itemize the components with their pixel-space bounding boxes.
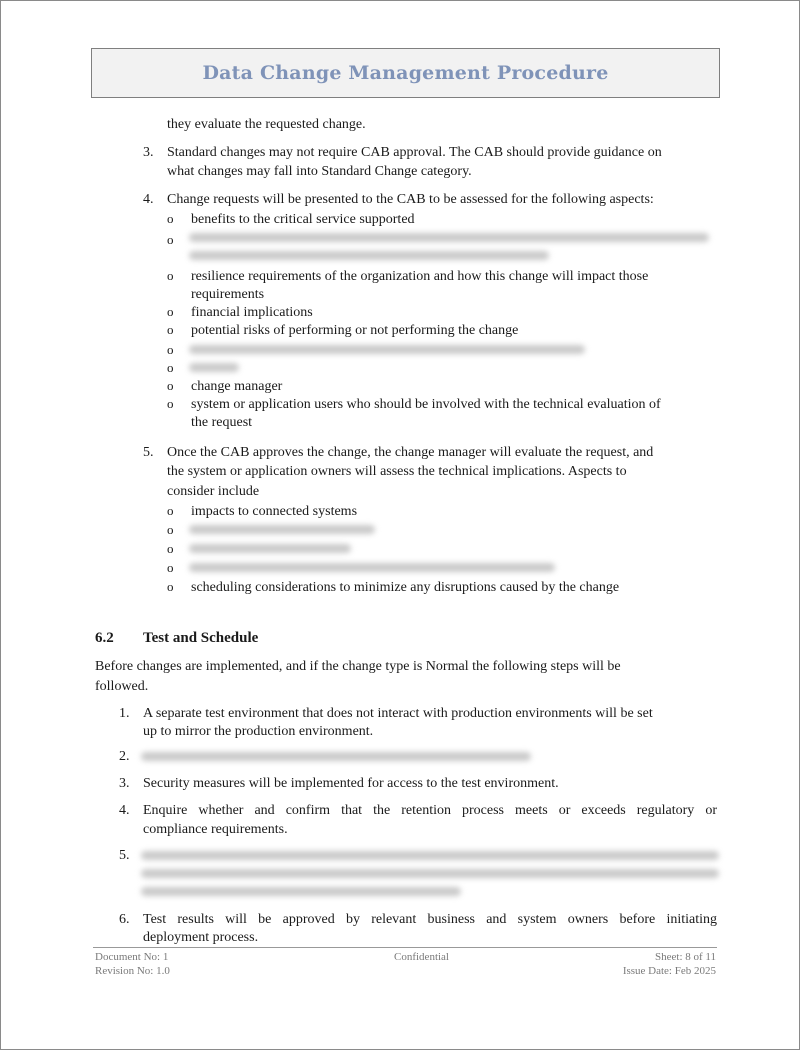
list-number: 6. — [119, 912, 130, 927]
bullet-text: resilience requirements of the organization and how this change will impact those — [191, 269, 649, 284]
intro-text: followed. — [95, 679, 149, 694]
list-item-text: A separate test environment that does not interact with production environments will be set — [143, 706, 653, 721]
redacted-text — [189, 544, 351, 553]
bullet-marker: o — [167, 211, 174, 226]
redacted-text — [141, 851, 719, 860]
footer-issue-date: Issue Date: Feb 2025 — [622, 965, 716, 977]
header-banner — [91, 48, 720, 98]
bullet-text: scheduling considerations to minimize any disruptions caused by the change — [191, 580, 620, 595]
list-item-text: Standard changes may not require CAB approval. The CAB should provide guidance on — [167, 145, 662, 160]
bullet-text: impacts to connected systems — [191, 504, 358, 519]
continuation-text: they evaluate the requested change. — [167, 117, 366, 132]
list-item-text: the system or application owners will assess the technical implications. Aspects to — [167, 464, 627, 479]
bullet-text: system or application users who should be involved with the technical evaluation of — [191, 397, 661, 412]
document-title: Data Change Management Procedure — [202, 62, 609, 84]
bullet-text: the request — [191, 415, 253, 430]
list-number: 4. — [119, 803, 130, 818]
bullet-text: benefits to the critical service supported — [191, 212, 415, 227]
list-item-text: Enquire whether and confirm that the retention process meets or exceeds regulatory or — [143, 803, 717, 818]
redacted-text — [141, 887, 461, 896]
footer-classification: Confidential — [394, 951, 449, 963]
list-item-text: up to mirror the production environment. — [143, 724, 374, 739]
section-number: 6.2 — [95, 630, 114, 646]
list-item-text: deployment process. — [143, 930, 259, 945]
bullet-marker: o — [167, 232, 174, 247]
section-title: Test and Schedule — [143, 630, 259, 646]
list-number: 3. — [119, 776, 130, 791]
list-item-text: Test results will be approved by relevant business and system owners before initiating — [143, 912, 717, 927]
list-number: 2. — [119, 749, 130, 764]
bullet-marker: o — [167, 541, 174, 556]
redacted-text — [189, 563, 555, 572]
list-item-text: consider include — [167, 484, 260, 499]
bullet-text: financial implications — [191, 305, 313, 320]
list-number: 1. — [119, 706, 130, 721]
redacted-text — [141, 869, 719, 878]
bullet-marker: o — [167, 304, 174, 319]
footer-document-no: Document No: 1 — [95, 951, 169, 963]
bullet-marker: o — [167, 378, 174, 393]
list-number: 5. — [119, 848, 130, 863]
bullet-text: potential risks of performing or not performing the change — [191, 323, 519, 338]
footer-revision-no: Revision No: 1.0 — [95, 965, 170, 977]
list-number: 4. — [143, 192, 154, 207]
redacted-text — [189, 345, 585, 354]
redacted-text — [189, 525, 375, 534]
bullet-text: change manager — [191, 379, 283, 394]
bullet-marker: o — [167, 396, 174, 411]
bullet-marker: o — [167, 522, 174, 537]
list-item-text: Change requests will be presented to the CAB to be assessed for the following aspects: — [167, 192, 654, 207]
redacted-text — [189, 251, 549, 260]
list-item-text: Security measures will be implemented for access to the test environment. — [143, 776, 559, 791]
footer-sheet: Sheet: 8 of 11 — [655, 951, 716, 963]
redacted-text — [189, 363, 239, 372]
list-item-text: Once the CAB approves the change, the change manager will evaluate the request, and — [167, 445, 654, 460]
list-number: 3. — [143, 145, 154, 160]
footer-divider — [93, 947, 717, 948]
intro-text: Before changes are implemented, and if the change type is Normal the following steps will be — [95, 659, 621, 674]
list-number: 5. — [143, 445, 154, 460]
bullet-marker: o — [167, 560, 174, 575]
bullet-marker: o — [167, 268, 174, 283]
redacted-text — [189, 233, 709, 242]
redacted-text — [141, 752, 531, 761]
bullet-marker: o — [167, 360, 174, 375]
bullet-marker: o — [167, 503, 174, 518]
bullet-text: requirements — [191, 287, 265, 302]
bullet-marker: o — [167, 579, 174, 594]
bullet-marker: o — [167, 322, 174, 337]
list-item-text: what changes may fall into Standard Change category. — [167, 164, 472, 179]
list-item-text: compliance requirements. — [143, 822, 288, 837]
bullet-marker: o — [167, 342, 174, 357]
